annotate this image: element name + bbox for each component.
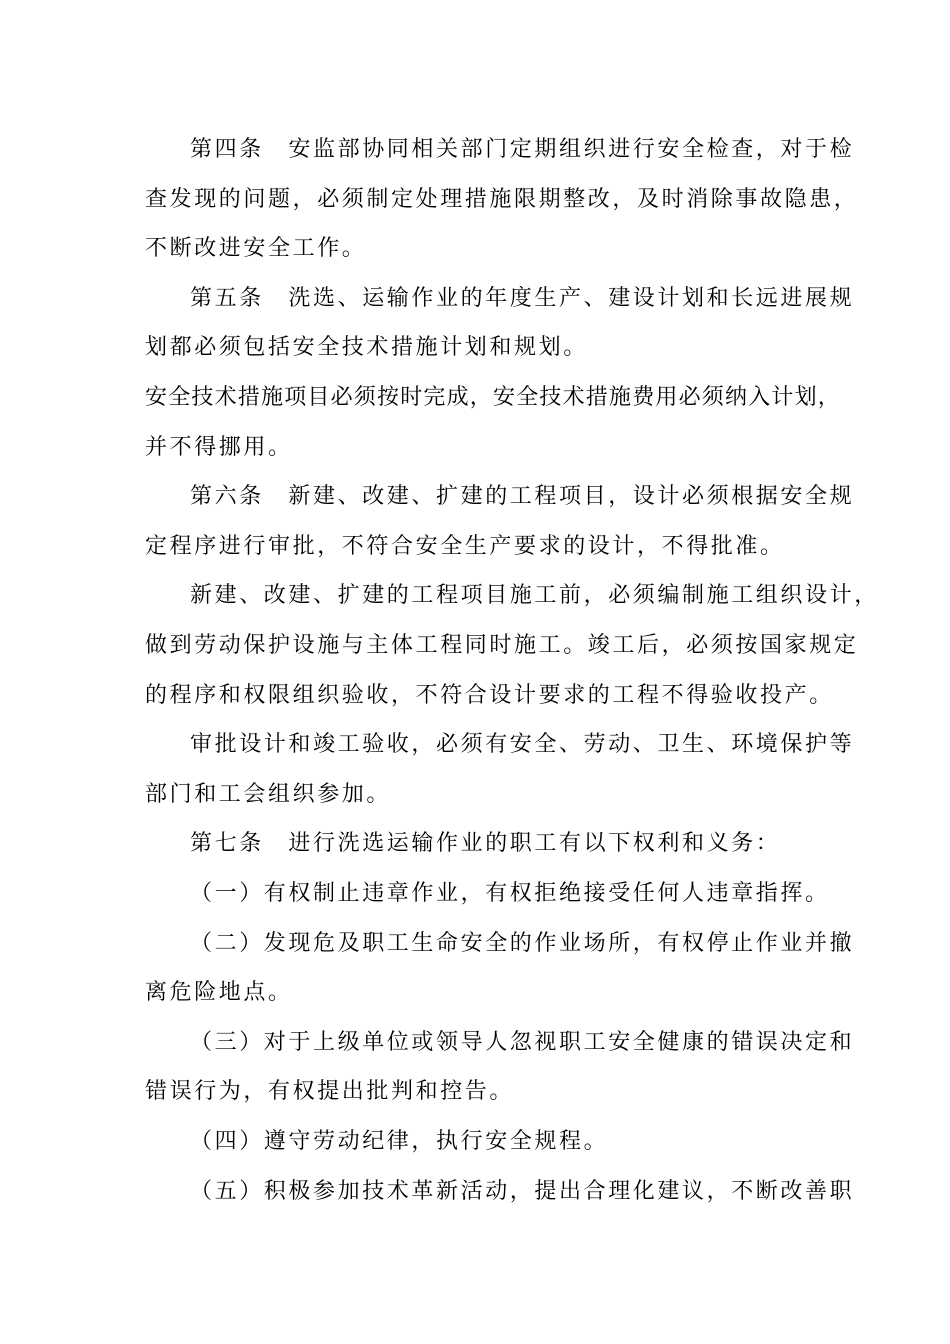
paragraph-line: 查发现的问题，必须制定处理措施限期整改，及时消除事故隐患，	[145, 187, 859, 212]
paragraph-line: （一）有权制止违章作业，有权拒绝接受任何人违章指挥。	[190, 881, 830, 906]
paragraph-line: 定程序进行审批，不符合安全生产要求的设计，不得批准。	[145, 534, 785, 559]
paragraph-line: 第六条 新建、改建、扩建的工程项目，设计必须根据安全规	[190, 484, 855, 509]
paragraph-line: 错误行为，有权提出批判和控告。	[145, 1079, 515, 1104]
paragraph-line: 并不得挪用。	[145, 435, 293, 460]
paragraph-line: 新建、改建、扩建的工程项目施工前，必须编制施工组织设计，	[190, 583, 879, 608]
paragraph-line: 划都必须包括安全技术措施计划和规划。	[145, 335, 588, 360]
paragraph-line: 做到劳动保护设施与主体工程同时施工。竣工后，必须按国家规定	[145, 633, 859, 658]
paragraph-line: （四）遵守劳动纪律，执行安全规程。	[190, 1129, 609, 1154]
paragraph-line: 离危险地点。	[145, 980, 293, 1005]
paragraph-line: 的程序和权限组织验收，不符合设计要求的工程不得验收投产。	[145, 683, 834, 708]
paragraph-line: 安全技术措施项目必须按时完成，安全技术措施费用必须纳入计划，	[145, 385, 842, 410]
paragraph-line: （五）积极参加技术革新活动，提出合理化建议，不断改善职	[190, 1179, 855, 1204]
paragraph-line: 不断改进安全工作。	[145, 236, 367, 261]
paragraph-line: 第五条 洗选、运输作业的年度生产、建设计划和长远进展规	[190, 286, 855, 311]
paragraph-line: 审批设计和竣工验收，必须有安全、劳动、卫生、环境保护等	[190, 732, 855, 757]
paragraph-line: 第四条 安监部协同相关部门定期组织进行安全检查，对于检	[190, 137, 855, 162]
paragraph-line: （二）发现危及职工生命安全的作业场所，有权停止作业并撤	[190, 931, 855, 956]
paragraph-line: 第七条 进行洗选运输作业的职工有以下权利和义务：	[190, 831, 781, 856]
paragraph-line: （三）对于上级单位或领导人忽视职工安全健康的错误决定和	[190, 1030, 855, 1055]
paragraph-line: 部门和工会组织参加。	[145, 782, 392, 807]
